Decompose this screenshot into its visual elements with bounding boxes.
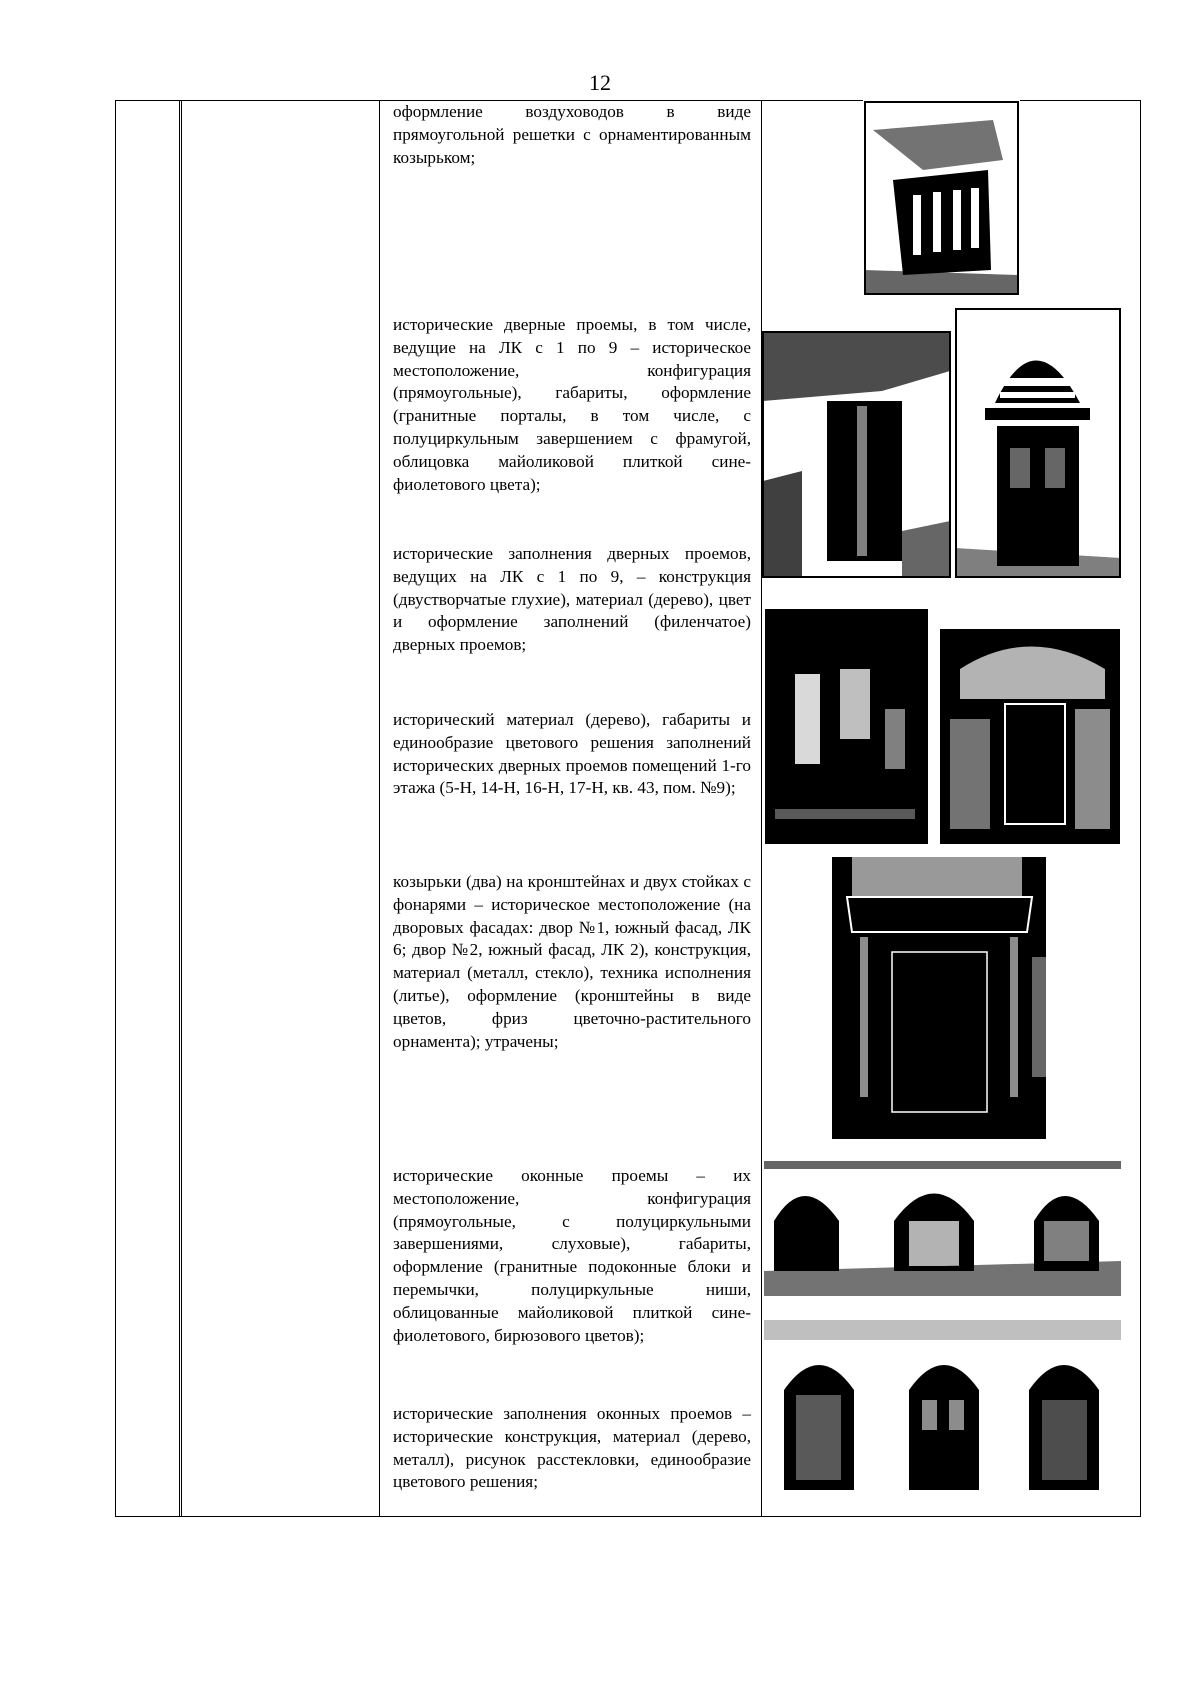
photo-door-opening-2 <box>955 308 1121 578</box>
photo-canopy <box>832 857 1046 1139</box>
row-text-window-fillings: исторические заполнения оконных проемов – исторические конструкция, материал (дерево, металл), рисунок расстекловки, единообразие цветового решения; <box>393 1404 751 1492</box>
row-text-air-ducts: оформление воздуховодов в виде прямоугольной решетки с орнаментированным козырьком; <box>393 102 751 167</box>
column-divider <box>379 101 380 1516</box>
column-divider <box>179 101 180 1516</box>
column-divider <box>181 101 182 1516</box>
row-text-door-fillings: исторические заполнения дверных проемов, ведущих на ЛК с 1 по 9, – конструкция (двустворчатые глухие), материал (дерево), цвет и оформление заполнений (филенчатое) дверных проемов; <box>393 544 751 655</box>
row-text-canopies: козырьки (два) на кронштейнах и двух стойках с фонарями – историческое местоположение (на дворовых фасадах: двор №1, южный фасад, ЛК 6; двор №2, южный фасад, ЛК 2), конструкция, материал (металл, стекло), техника исполнения (литье), оформление (кронштейны в виде цветов, фриз цветочно-растительного орнамента); утрачены; <box>393 872 751 1051</box>
page-number: 12 <box>589 70 611 95</box>
photo-window-openings <box>764 1161 1121 1296</box>
photo-door-filling-2 <box>940 629 1120 844</box>
photo-door-opening-1 <box>762 331 951 578</box>
photo-door-filling-1 <box>765 609 928 844</box>
column-divider <box>761 101 762 1516</box>
row-text-window-openings: исторические оконные проемы – их местоположение, конфигурация (прямоугольные, с полуциркульными завершениями, слуховые), габариты, оформление (гранитные подоконные блоки и перемычки, полуциркульные ниши, облицованные майоликовой плиткой сине-фиолетового, бирюзового цветов); <box>393 1166 751 1345</box>
row-text-ground-floor-doors: исторический материал (дерево), габариты и единообразие цветового решения заполнений исторических дверных проемов помещений 1-го этажа (5-Н, 14-Н, 16-Н, 17-Н, кв. 43, пом. №9); <box>393 710 751 798</box>
photo-window-fillings <box>764 1320 1121 1500</box>
row-text-door-openings: исторические дверные проемы, в том числе, ведущие на ЛК с 1 по 9 – историческое местоположение, конфигурация (прямоугольные), габариты, оформление (гранитные порталы, в том числе, с полуциркульным завершением с фрамугой, облицовка майоликовой плиткой сине-фиолетового цвета); <box>393 315 751 494</box>
photo-air-duct-grille <box>863 100 1020 296</box>
